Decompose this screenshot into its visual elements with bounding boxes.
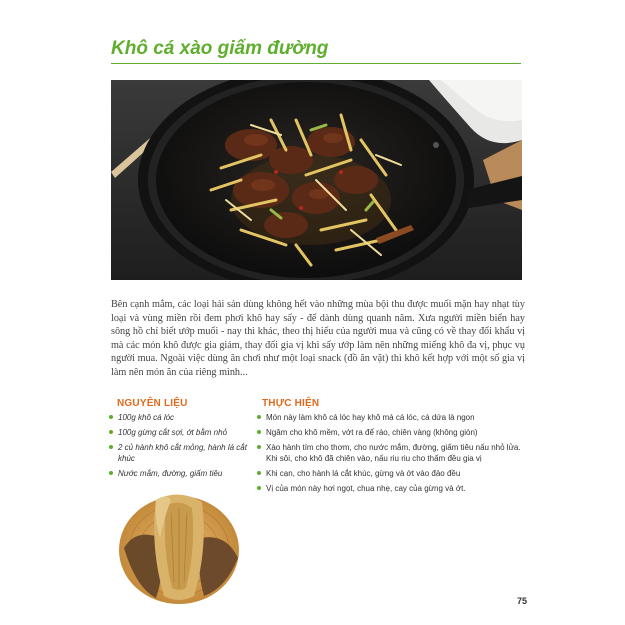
list-item	[109, 427, 251, 438]
direction-text: Khi cạn, cho hành lá cắt khúc, gừng và ớt vào đảo đều	[266, 469, 461, 478]
list-item	[257, 442, 527, 464]
list-item	[109, 468, 251, 479]
bullet-icon	[257, 415, 261, 419]
list-item	[109, 412, 251, 423]
list-item	[257, 483, 527, 494]
bullet-icon	[257, 486, 261, 490]
hero-photo-stir-fried-fish	[111, 80, 522, 280]
list-item	[257, 412, 527, 423]
bullet-icon	[109, 445, 113, 449]
direction-text: Vị của món này hơi ngọt, chua nhẹ, cay của gừng và ớt.	[266, 484, 466, 493]
dried-fish-photo	[116, 488, 242, 606]
bullet-icon	[109, 415, 113, 419]
ingredients-list	[109, 412, 251, 483]
bullet-icon	[257, 471, 261, 475]
list-item	[109, 442, 251, 464]
bullet-icon	[257, 430, 261, 434]
ingredient-text: 100g gừng cắt sợi, ớt bằm nhỏ	[118, 428, 228, 437]
directions-heading: THỰC HIỆN	[262, 398, 320, 409]
recipe-title: Khô cá xào giấm đường	[111, 38, 329, 59]
ingredients-heading: NGUYÊN LIỆU	[117, 398, 188, 409]
bullet-icon	[109, 430, 113, 434]
ingredient-text: Nước mắm, đường, giấm tiêu	[118, 469, 223, 478]
list-item	[257, 468, 527, 479]
directions-list	[257, 412, 527, 498]
bullet-icon	[109, 471, 113, 475]
direction-text: Món này làm khô cá lóc hay khô má cá lóc, cá dứa là ngon	[266, 413, 475, 422]
bullet-icon	[257, 445, 261, 449]
dried-fish-illustration	[116, 488, 242, 606]
direction-text: Ngâm cho khô mềm, vớt ra để ráo, chiên vàng (không giòn)	[266, 428, 478, 437]
pan-illustration	[111, 80, 522, 280]
page-number: 75	[517, 596, 528, 606]
intro-paragraph: Bên cạnh mắm, các loại hải sản dùng không hết vào những mùa bội thu được muối mặn hay nhạt tùy loại và vùng miền rồi đem phơi khô hay sấy - để dành dùng quanh năm. Xưa người miền biển hay sông hồ chỉ biết ướp muối - nay thì khác, theo thị hiếu của người mua và cũng có về thay đổi khẩu vị mà các món khô được gia giảm, thay đổi gia vị khi sấy ướp làm nên những miếng khô đa vị, phục vụ người mua. Ngoài việc dùng ăn chơi như một loại snack (đồ ăn vặt) thì khô kết hợp với một số gia vị làm nên món ăn của riêng mình...	[111, 299, 525, 378]
title-divider	[111, 63, 521, 64]
ingredient-text: 2 củ hành khô cắt mỏng, hành lá cắt khúc	[118, 443, 247, 463]
ingredient-text: 100g khô cá lóc	[118, 413, 175, 422]
direction-text: Xào hành tím cho thơm, cho nước mắm, đường, giấm tiêu nấu nhỏ lửa. Khi sôi, cho khô đã chiên vào, nấu riu riu cho thấm đều gia vị	[266, 443, 521, 463]
list-item	[257, 427, 527, 438]
